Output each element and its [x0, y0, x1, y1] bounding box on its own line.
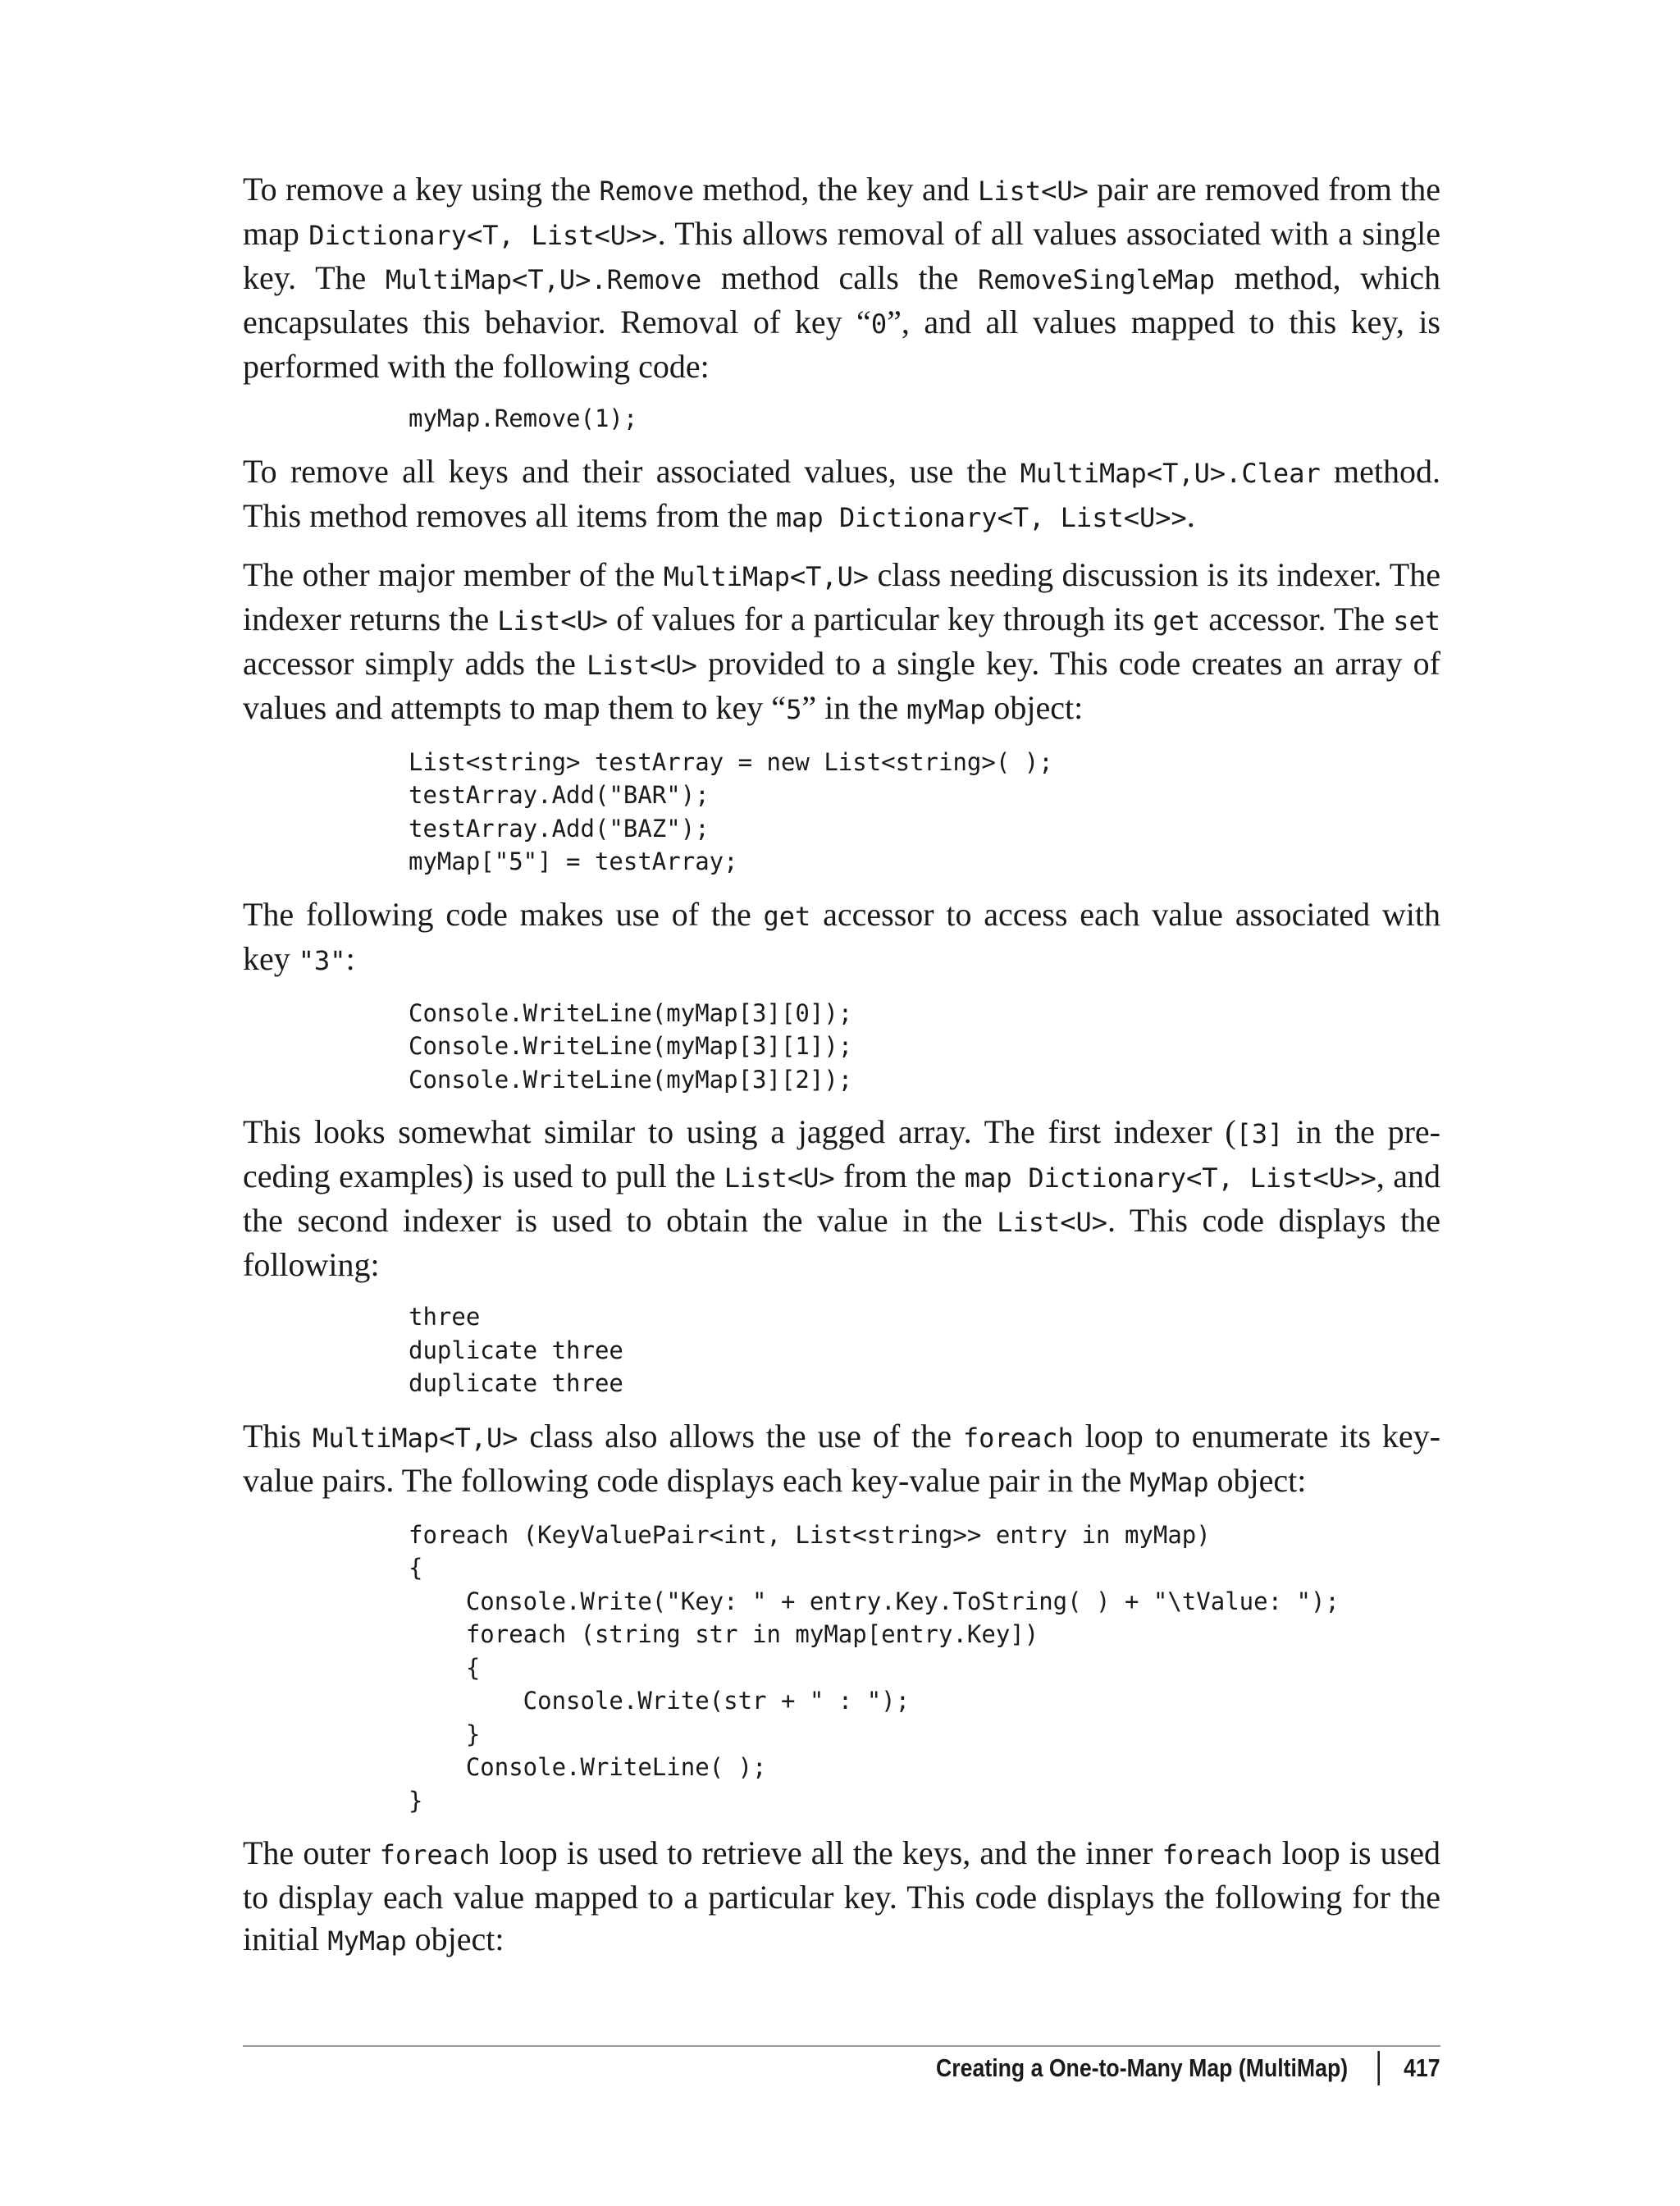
inline-code: MultiMap<T,U> — [663, 560, 870, 592]
text-run: of values for a particular key through its — [608, 600, 1153, 637]
code-block-remove: myMap.Remove(1); — [409, 404, 638, 432]
text-run: class also allows the use of the — [518, 1417, 963, 1455]
inline-code: get — [763, 900, 811, 932]
text-run: This — [243, 1417, 313, 1455]
code-block-console-writeline: Console.WriteLine(myMap[3][0]); Console.WriteLine(myMap[3][1]); Console.WriteLine(myMap[3][2]); — [409, 998, 853, 1094]
inline-code: Remove — [599, 176, 695, 207]
paragraph-jagged-array — [243, 1111, 1440, 1286]
text-run: in the preceding examples) is used to pull the — [243, 1113, 1440, 1194]
inline-code: RemoveSingleMap — [977, 264, 1215, 295]
page-footer — [936, 2051, 1440, 2085]
text-run: object: — [1208, 1461, 1307, 1499]
inline-code: List<U> — [978, 176, 1089, 207]
inline-code: MultiMap<T,U>.Remove — [385, 264, 702, 295]
text-run: method, which encapsulates this behavior. Removal of key “ — [243, 259, 1440, 340]
inline-code: Dictionary<T, List<U>> — [308, 220, 658, 251]
text-run: The outer — [243, 1834, 380, 1871]
text-run: method. This method removes all items from the — [243, 452, 1440, 534]
code-block-foreach: foreach (KeyValuePair<int, List<string>> entry in myMap) { Console.Write("Key: " + entry.Key.ToString( ) + "\tValue: "); foreach (string str in myMap[entry.Key]) { Console.Write(str + " : "); } Console.WriteLine( ); } — [409, 1520, 1340, 1815]
inline-code: 0 — [870, 308, 888, 340]
text-run: loop to enumerate its key-value pairs. The following code displays each key-value pair in the — [243, 1417, 1440, 1499]
text-run: loop is used to retrieve all the keys, and the inner — [490, 1834, 1162, 1871]
footer-rule — [243, 2045, 1440, 2047]
inline-code: map Dictionary<T, List<U>> — [964, 1162, 1376, 1194]
inline-code: myMap — [906, 693, 986, 725]
code-block-test-array: List<string> testArray = new List<string>( ); testArray.Add("BAR"); testArray.Add("BAZ"); myMap["5"] = testArray; — [409, 747, 1053, 875]
text-run: . — [1186, 496, 1195, 534]
inline-code: MyMap — [1130, 1466, 1209, 1498]
inline-code: List<U> — [587, 649, 697, 681]
text-run: loop is used to display each value mapped to a particular key. This code displays the following for the initial — [243, 1834, 1440, 1957]
text-run: object: — [985, 688, 1084, 726]
paragraph-get-accessor — [243, 893, 1440, 982]
footer-page-number: 417 — [1404, 2053, 1440, 2082]
inline-code: 5 — [786, 693, 802, 725]
page-body — [243, 168, 1440, 1977]
inline-code: MultiMap<T,U>.Clear — [1020, 457, 1321, 489]
text-run: To remove a key using the — [243, 171, 600, 208]
text-run: accessor simply adds the — [243, 644, 587, 682]
paragraph-indexer — [243, 554, 1440, 731]
text-run: ”, and all values mapped to this key, is performed with the following code: — [243, 304, 1440, 385]
text-run: method, the key and — [694, 171, 979, 208]
inline-code: "3" — [298, 944, 346, 976]
text-run: class needing discussion is its indexer. The indexer returns the — [243, 555, 1440, 637]
text-run: : — [345, 939, 355, 977]
inline-code: List<U> — [997, 1207, 1108, 1238]
code-block-output: three duplicate three duplicate three — [409, 1303, 623, 1397]
paragraph-outer-foreach — [243, 1832, 1440, 1962]
text-run: This looks somewhat similar to using a jagged array. The first indexer ( — [243, 1113, 1236, 1150]
text-run: pair are removed from the map — [243, 171, 1441, 252]
text-run: ” in the — [801, 688, 907, 726]
paragraph-clear — [243, 450, 1440, 539]
inline-code: MultiMap<T,U> — [313, 1422, 518, 1454]
inline-code: foreach — [379, 1839, 491, 1870]
inline-code: map Dictionary<T, List<U>> — [775, 501, 1187, 533]
inline-code: MyMap — [327, 1925, 407, 1957]
text-run: To remove all keys and their associated values, use the — [243, 452, 1020, 490]
paragraph-remove-key — [243, 168, 1440, 387]
text-run: . This allows removal of all values associated with a single key. The — [243, 215, 1441, 296]
footer-separator — [1378, 2051, 1381, 2085]
inline-code: foreach — [962, 1422, 1074, 1454]
inline-code: [3] — [1235, 1118, 1284, 1149]
text-run: method calls the — [701, 259, 978, 296]
inline-code: set — [1393, 605, 1440, 637]
text-run: object: — [406, 1921, 504, 1957]
text-run: The other major member of the — [243, 555, 664, 593]
text-run: provided to a single key. This code creates an array of values and attempts to map them to key “ — [243, 644, 1440, 726]
paragraph-foreach — [243, 1415, 1440, 1504]
text-run: from the — [834, 1158, 965, 1194]
inline-code: List<U> — [724, 1162, 835, 1194]
inline-code: get — [1153, 605, 1201, 637]
text-run: , and the second indexer is used to obtain the value in the — [243, 1158, 1440, 1239]
text-run: accessor. The — [1200, 600, 1394, 637]
text-run: . This code displays the following: — [243, 1202, 1440, 1283]
footer-section-title: Creating a One-to-Many Map (MultiMap) — [936, 2053, 1349, 2082]
inline-code: List<U> — [497, 605, 609, 637]
inline-code: foreach — [1162, 1839, 1273, 1870]
text-run: The following code makes use of the — [243, 895, 764, 933]
text-run: accessor to access each value associated with key — [243, 895, 1440, 977]
